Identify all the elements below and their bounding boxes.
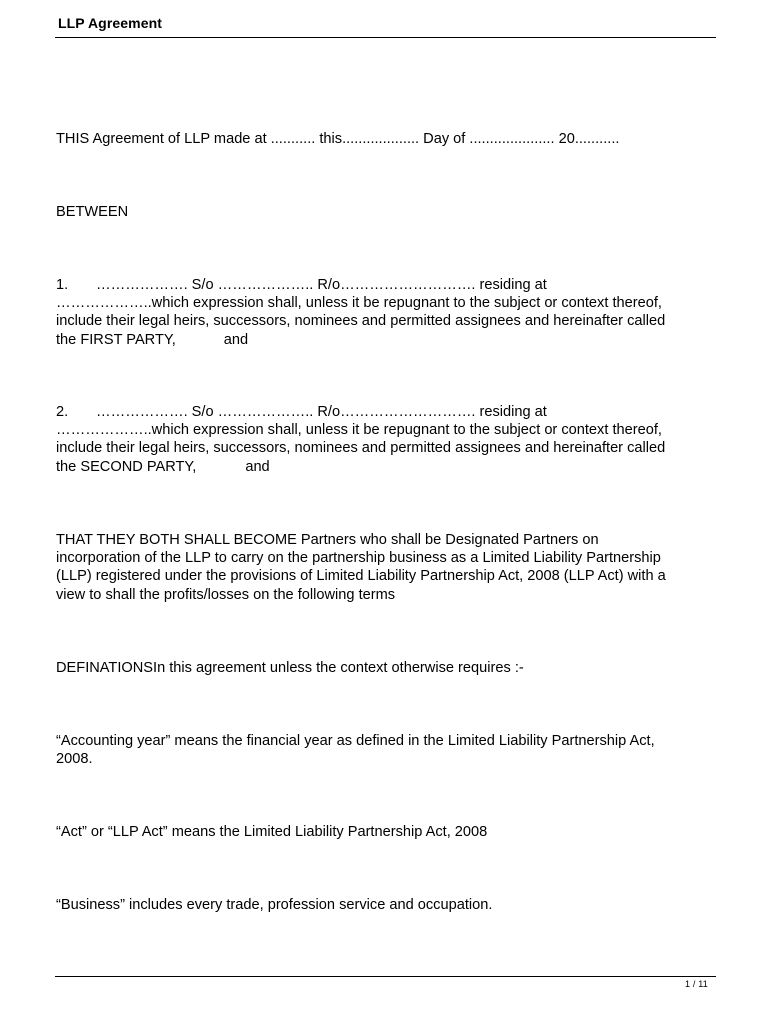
- definition-accounting-year: [56, 732, 716, 768]
- party-two-line-2: ………………..which expression shall, unless it be repugnant to the subject or context thereof,: [56, 422, 662, 439]
- that-clause: [56, 531, 716, 604]
- definition-line: 2008.: [56, 751, 93, 768]
- party-one-number: 1.: [56, 277, 69, 293]
- party-two-clause: [56, 403, 716, 476]
- header-divider: [55, 37, 716, 38]
- party-one-line-4: the FIRST PARTY, and: [56, 331, 249, 348]
- document-header-title: LLP Agreement: [58, 15, 162, 31]
- party-two-line-3: include their legal heirs, successors, nominees and permitted assignees and hereinafter called: [56, 440, 666, 457]
- definitions-heading: DEFINATIONSIn this agreement unless the context otherwise requires :-: [56, 660, 524, 676]
- that-clause-line: (LLP) registered under the provisions of Limited Liability Partnership Act, 2008 (LLP Act) with a: [56, 568, 666, 585]
- agreement-intro: THIS Agreement of LLP made at ........... this................... Day of ..................... 20...........: [56, 131, 620, 147]
- party-one-line-3: include their legal heirs, successors, nominees and permitted assignees and hereinafter called: [56, 313, 666, 330]
- definition-line: “Accounting year” means the financial year as defined in the Limited Liability Partnership Act,: [56, 733, 655, 749]
- that-clause-line: incorporation of the LLP to carry on the partnership business as a Limited Liability Partnership: [56, 550, 661, 567]
- that-clause-line: THAT THEY BOTH SHALL BECOME Partners who shall be Designated Partners on: [56, 532, 599, 548]
- footer-divider: [55, 976, 716, 977]
- party-one-line-2: ………………..which expression shall, unless it be repugnant to the subject or context thereof,: [56, 295, 662, 312]
- definition-business: “Business” includes every trade, profession service and occupation.: [56, 897, 493, 913]
- party-two-line-4: the SECOND PARTY, and: [56, 458, 270, 475]
- party-one-clause: [56, 276, 716, 349]
- page-number: 1 / 11: [684, 979, 708, 989]
- that-clause-line: view to shall the profits/losses on the following terms: [56, 586, 396, 603]
- party-two-number: 2.: [56, 404, 69, 420]
- definition-act: “Act” or “LLP Act” means the Limited Liability Partnership Act, 2008: [56, 824, 488, 840]
- party-one-line-1: 1. ………………. S/o ……………….. R/o………………………. residing at: [56, 277, 547, 293]
- between-heading: BETWEEN: [56, 204, 129, 220]
- party-two-line-1: 2. ………………. S/o ……………….. R/o………………………. residing at: [56, 404, 547, 420]
